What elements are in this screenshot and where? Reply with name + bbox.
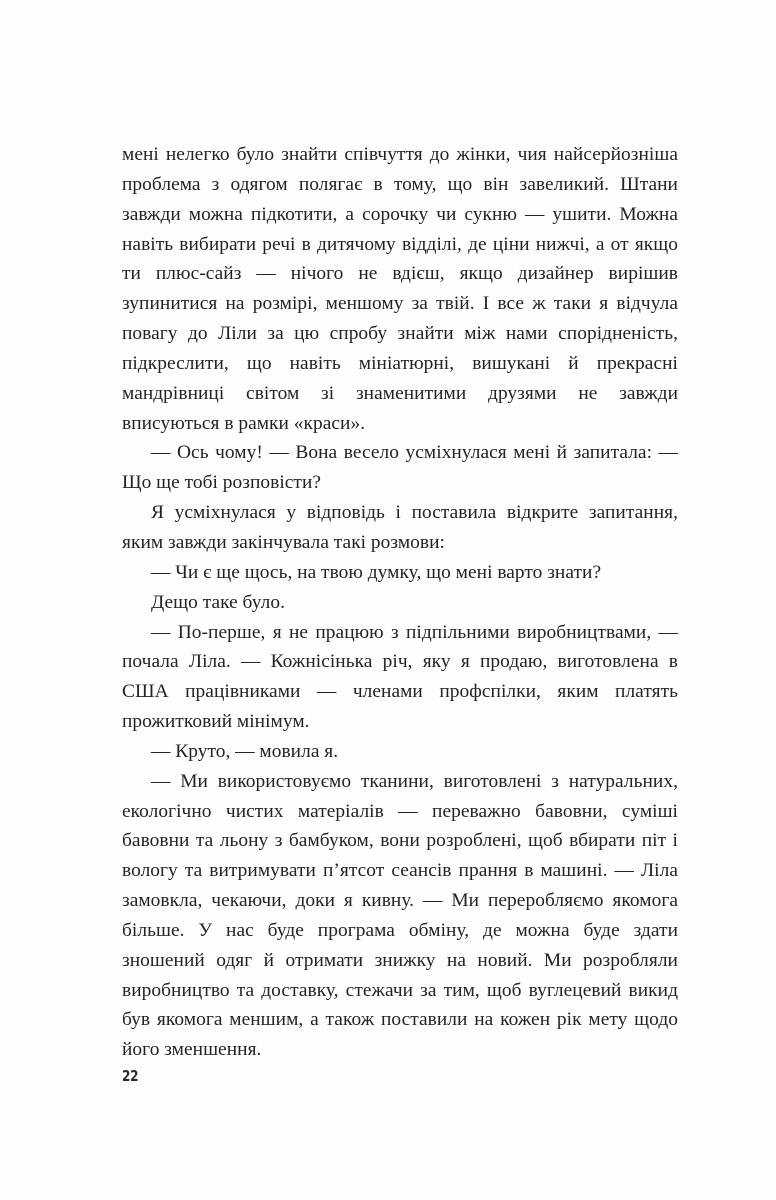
paragraph-dialogue-os-chomu: — Ось чому! — Вона весело усміхнулася мені й запитала: — Що ще тобі розповісти? <box>122 442 678 494</box>
page-number: 22 <box>122 1067 139 1085</box>
paragraph-dialogue-po-pershe: — По-перше, я не працюю з підпільними виробництвами, — почала Ліла. — Кожнісінька річ, яку я продаю, виготовлена в США працівниками — членами профспілки, яким платять прожитковий мінімум. <box>122 621 678 733</box>
paragraph-dialogue-fabrics: — Ми використовуємо тканини, виготовлені з натуральних, екологічно чистих матеріалів — переважно бавовни, суміші бавовни та льону з бамбуком, вони розроблені, щоб вбирати піт і вологу та витримувати п’ятсот сеансів прання в машині. — Ліла замовкла, чекаючи, доки я кивну. — Ми переробляємо якомога більше. У нас буде програма обміну, де можна буде здати зношений одяг й отримати знижку на новий. Ми розробляли виробництво та доставку, стежачи за тим, щоб вуглецевий викид був якомога меншим, а також поставили на кожен рік мету щодо його зменшення. <box>122 770 678 1061</box>
paragraph-narration-smile: Я усміхнулася у відповідь і поставила відкрите запитання, яким завжди закінчувала такі розмови: <box>122 502 678 553</box>
paragraph-dialogue-kruto: — Круто, — мовила я. <box>151 740 339 762</box>
paragraph-continued: мені нелегко було знайти співчуття до жінки, чия найсерйозніша проблема з одягом полягає в тому, що він завеликий. Штани завжди можна підкотити, а сорочку чи сукню — ушити. Можна навіть вибирати речі в дитячому відділі, де ціни нижчі, а от якщо ти плюс-сайз — нічого не вдієш, якщо дизайнер вирішив зупинитися на розмірі, меншому за твій. І все ж таки я відчула повагу до Ліли за цю спробу знайти між нами спорідненість, підкреслити, що навіть мініатюрні, вишукані й прекрасні мандрівниці світом зі знаменитими друзями не завжди вписуються в рамки «краси». <box>122 144 678 434</box>
paragraph-dialogue-question: — Чи є ще щось, на твою думку, що мені варто знати? <box>151 561 602 583</box>
page-text-block <box>122 140 678 1065</box>
paragraph-narration-something: Дещо таке було. <box>151 591 285 613</box>
